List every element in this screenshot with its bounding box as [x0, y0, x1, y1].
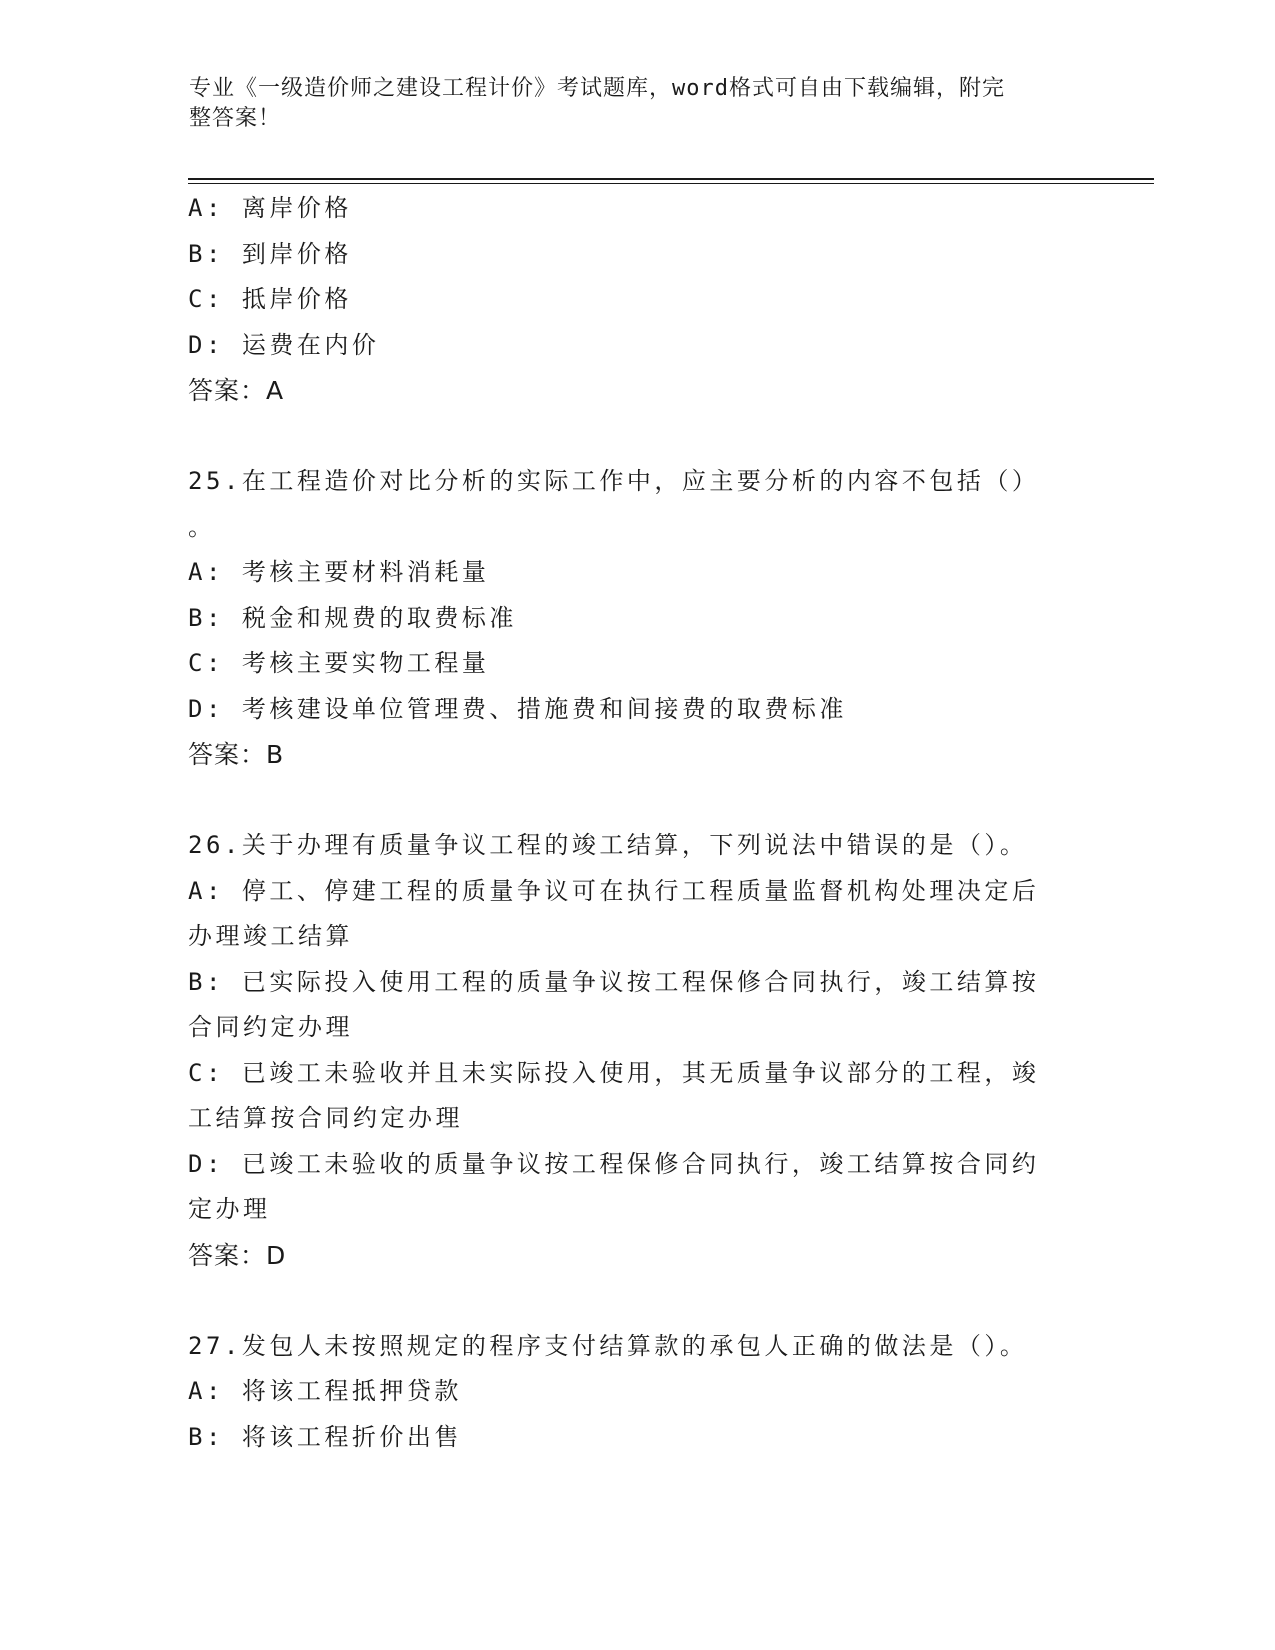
- question-text: 27.发包人未按照规定的程序支付结算款的承包人正确的做法是（）。: [188, 1331, 1028, 1360]
- question-text: 25.在工程造价对比分析的实际工作中，应主要分析的内容不包括（）: [188, 467, 1040, 495]
- question-block-26: [188, 823, 1088, 1278]
- option-c: C: 考核主要实物工程量: [188, 649, 490, 677]
- header-title-line-1: 专业《一级造价师之建设工程计价》考试题库，word格式可自由下载编辑，附完: [189, 76, 1005, 101]
- option-a: A: 离岸价格: [188, 194, 352, 222]
- option-b: B: 将该工程折价出售: [188, 1422, 462, 1451]
- option-b: B: 到岸价格: [188, 239, 352, 268]
- block-spacer: [188, 414, 1088, 460]
- header-title-line-2: 整答案！: [189, 106, 282, 131]
- option-d-continuation: 定办理: [188, 1195, 271, 1223]
- block-spacer: [188, 1278, 1088, 1324]
- option-c-continuation: 工结算按合同约定办理: [188, 1104, 463, 1132]
- option-d: D: 已竣工未验收的质量争议按工程保修合同执行，竣工结算按合同约: [188, 1149, 1040, 1178]
- question-text-continuation: 。: [188, 512, 216, 541]
- question-block-24: [188, 186, 1088, 414]
- question-block-27: [188, 1324, 1088, 1461]
- option-a: A: 考核主要材料消耗量: [188, 558, 490, 586]
- page-header: [189, 74, 1069, 134]
- option-b-continuation: 合同约定办理: [188, 1013, 353, 1041]
- header-divider-thick: [188, 178, 1154, 180]
- option-a: A: 停工、停建工程的质量争议可在执行工程质量监督机构处理决定后: [188, 876, 1040, 905]
- header-divider-thin: [188, 183, 1154, 184]
- option-d: D: 考核建设单位管理费、措施费和间接费的取费标准: [188, 694, 847, 723]
- option-b: B: 已实际投入使用工程的质量争议按工程保修合同执行，竣工结算按: [188, 967, 1040, 996]
- answer-label: 答案：D: [188, 1240, 287, 1270]
- question-text: 26.关于办理有质量争议工程的竣工结算，下列说法中错误的是（）。: [188, 831, 1028, 859]
- answer-label: 答案：A: [188, 376, 285, 405]
- option-c: C: 已竣工未验收并且未实际投入使用，其无质量争议部分的工程，竣: [188, 1058, 1040, 1087]
- option-c: C: 抵岸价格: [188, 285, 352, 313]
- option-b: B: 税金和规费的取费标准: [188, 603, 517, 632]
- answer-label: 答案：B: [188, 740, 285, 769]
- option-d: D: 运费在内价: [188, 330, 380, 359]
- question-block-25: [188, 459, 1088, 778]
- block-spacer: [188, 778, 1088, 824]
- option-a-continuation: 办理竣工结算: [188, 922, 353, 950]
- option-a: A: 将该工程抵押贷款: [188, 1377, 462, 1405]
- question-list: [188, 186, 1088, 1460]
